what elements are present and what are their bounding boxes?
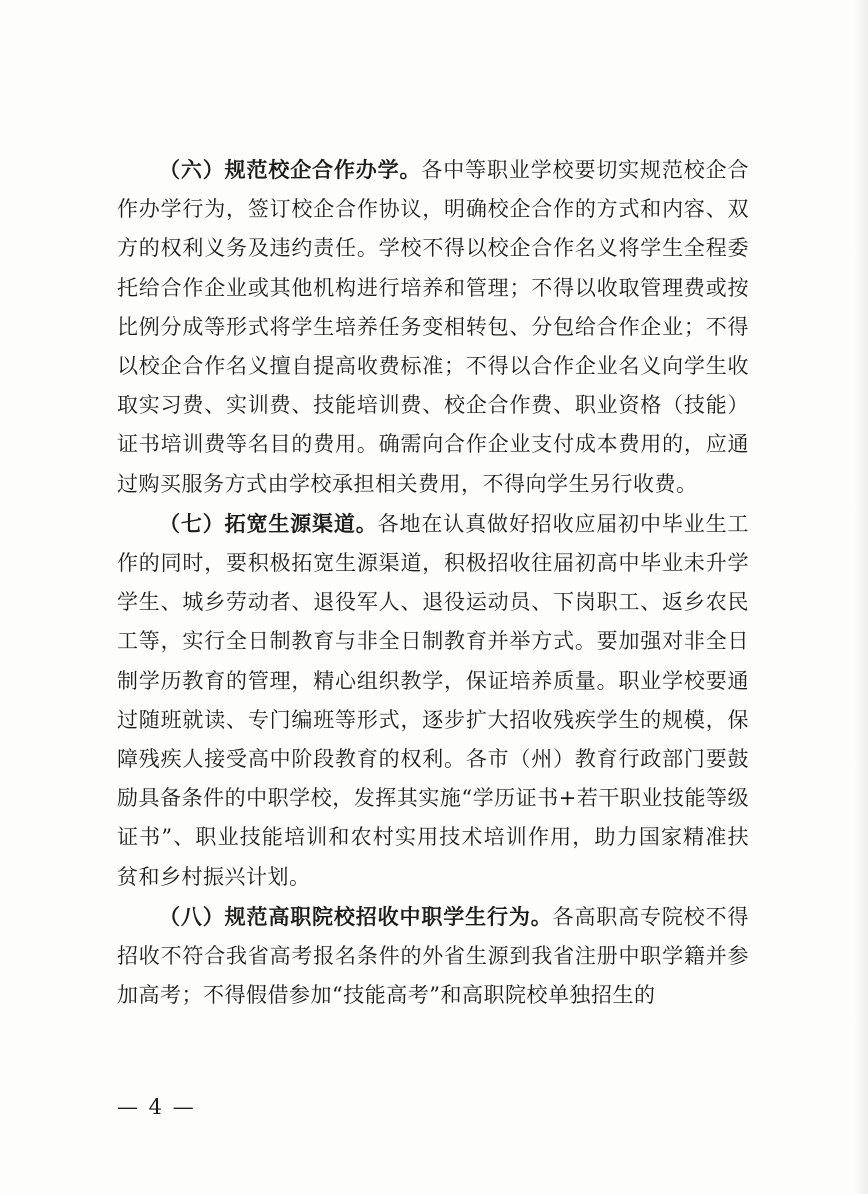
paragraph-heading: （七）拓宽生源渠道。 — [159, 510, 378, 536]
scan-edge-shadow — [854, 0, 868, 1194]
paragraph-expand-enrollment-channels — [117, 504, 749, 897]
paragraph-heading: （八）规范高职院校招收中职学生行为。 — [159, 903, 553, 929]
paragraph-text: 各地在认真做好招收应届初中毕业生工作的同时，要积极拓宽生源渠道，积极招收往届初高中毕业未升学学生、城乡劳动者、退役军人、退役运动员、下岗职工、返乡农民工等，实行全日制教育与非全日制教育并举方式。要加强对非全日制学历教育的管理，精心组织教学，保证培养质量。职业学校要通过随班就读、专门编班等形式，逐步扩大招收残疾学生的规模，保障残疾人接受高中阶段教育的权利。各市（州）教育行政部门要鼓励具备条件的中职学校，发挥其实施“学历证书+若干职业技能等级证书”、职业技能培训和农村实用技术培训作用，助力国家精准扶贫和乡村振兴计划。 — [117, 511, 750, 889]
paragraph-school-enterprise-cooperation — [117, 150, 749, 504]
paragraph-text: 各高职高专院校不得招收不符合我省高考报名条件的外省生源到我省注册中职学籍并参加高考；不得假借参加“技能高考”和高职院校单独招生的 — [117, 904, 750, 1008]
document-body — [117, 150, 749, 1015]
page-number: — 4 — — [117, 1095, 196, 1119]
paragraph-text: 各中等职业学校要切实规范校企合作办学行为，签订校企合作协议，明确校企合作的方式和内容、双方的权利义务及违约责任。学校不得以校企合作名义将学生全程委托给合作企业或其他机构进行培养和管理；不得以收取管理费或按比例分成等形式将学生培养任务变相转包、分包给合作企业；不得以校企合作名义擅自提高收费标准；不得以合作企业名义向学生收取实习费、实训费、技能培训费、校企合作费、职业资格（技能）证书培训费等名目的费用。确需向合作企业支付成本费用的，应通过购买服务方式由学校承担相关费用，不得向学生另行收费。 — [117, 158, 750, 496]
paragraph-regulate-vocational-admission — [117, 897, 749, 1016]
paragraph-heading: （六）规范校企合作办学。 — [159, 157, 422, 182]
